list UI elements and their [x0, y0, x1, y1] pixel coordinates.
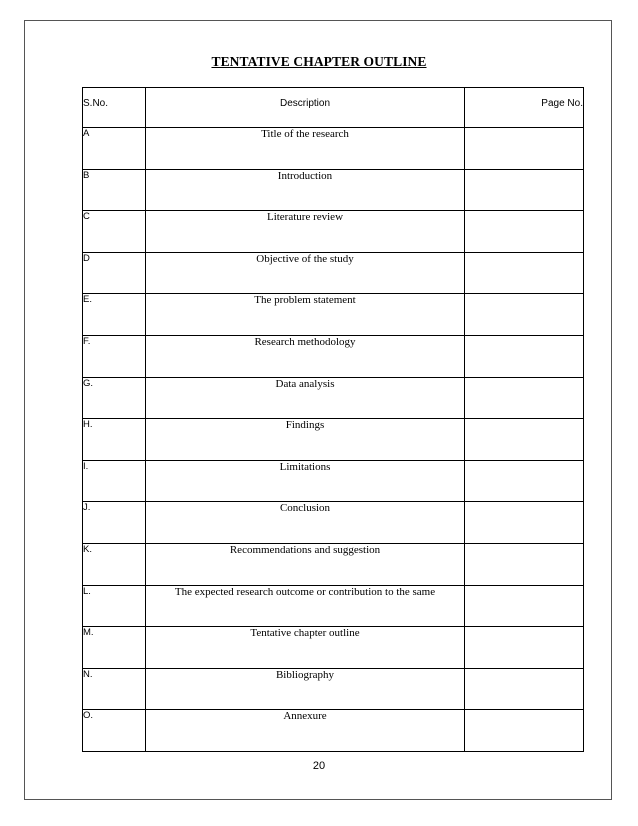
- row-sno: J.: [83, 502, 146, 544]
- row-sno: B: [83, 169, 146, 211]
- row-description: Findings: [146, 419, 465, 461]
- row-page-no: [465, 252, 584, 294]
- row-sno: D: [83, 252, 146, 294]
- table-row: [83, 460, 584, 502]
- header-sno: S.No.: [83, 88, 146, 128]
- header-description: Description: [146, 88, 465, 128]
- table-row: [83, 543, 584, 585]
- row-sno: F.: [83, 335, 146, 377]
- row-page-no: [465, 585, 584, 627]
- row-page-no: [465, 502, 584, 544]
- row-sno: H.: [83, 419, 146, 461]
- row-page-no: [465, 543, 584, 585]
- table-row: [83, 585, 584, 627]
- row-description: Tentative chapter outline: [146, 627, 465, 669]
- row-page-no: [465, 169, 584, 211]
- row-sno: M.: [83, 627, 146, 669]
- table-row: [83, 335, 584, 377]
- row-description: Annexure: [146, 710, 465, 752]
- page-number: 20: [312, 760, 326, 772]
- row-sno: L.: [83, 585, 146, 627]
- table-row: [83, 627, 584, 669]
- row-page-no: [465, 211, 584, 253]
- row-page-no: [465, 128, 584, 170]
- table-row: [83, 502, 584, 544]
- row-sno: G.: [83, 377, 146, 419]
- table-header-row: [83, 88, 584, 128]
- table-row: [83, 169, 584, 211]
- row-page-no: [465, 335, 584, 377]
- document-title: TENTATIVE CHAPTER OUTLINE: [211, 54, 427, 69]
- table-row: [83, 128, 584, 170]
- row-sno: K.: [83, 543, 146, 585]
- table-row: [83, 211, 584, 253]
- row-description: Limitations: [146, 460, 465, 502]
- row-sno: E.: [83, 294, 146, 336]
- row-description: Research methodology: [146, 335, 465, 377]
- row-description: Objective of the study: [146, 252, 465, 294]
- row-sno: C: [83, 211, 146, 253]
- row-page-no: [465, 294, 584, 336]
- row-page-no: [465, 710, 584, 752]
- row-sno: O.: [83, 710, 146, 752]
- table-row: [83, 294, 584, 336]
- row-page-no: [465, 460, 584, 502]
- row-description: Conclusion: [146, 502, 465, 544]
- chapter-outline-table: [82, 87, 584, 752]
- row-description: Bibliography: [146, 668, 465, 710]
- row-page-no: [465, 377, 584, 419]
- row-description: Title of the research: [146, 128, 465, 170]
- row-description: The problem statement: [146, 294, 465, 336]
- row-description: Recommendations and suggestion: [146, 543, 465, 585]
- row-description: The expected research outcome or contribution to the same: [146, 585, 465, 627]
- row-sno: A: [83, 128, 146, 170]
- table-row: [83, 710, 584, 752]
- row-page-no: [465, 419, 584, 461]
- table-row: [83, 377, 584, 419]
- row-sno: N.: [83, 668, 146, 710]
- row-sno: I.: [83, 460, 146, 502]
- row-page-no: [465, 627, 584, 669]
- row-page-no: [465, 668, 584, 710]
- table-row: [83, 252, 584, 294]
- row-description: Literature review: [146, 211, 465, 253]
- row-description: Data analysis: [146, 377, 465, 419]
- table-row: [83, 419, 584, 461]
- row-description: Introduction: [146, 169, 465, 211]
- table-row: [83, 668, 584, 710]
- header-page-no: Page No.: [465, 88, 584, 128]
